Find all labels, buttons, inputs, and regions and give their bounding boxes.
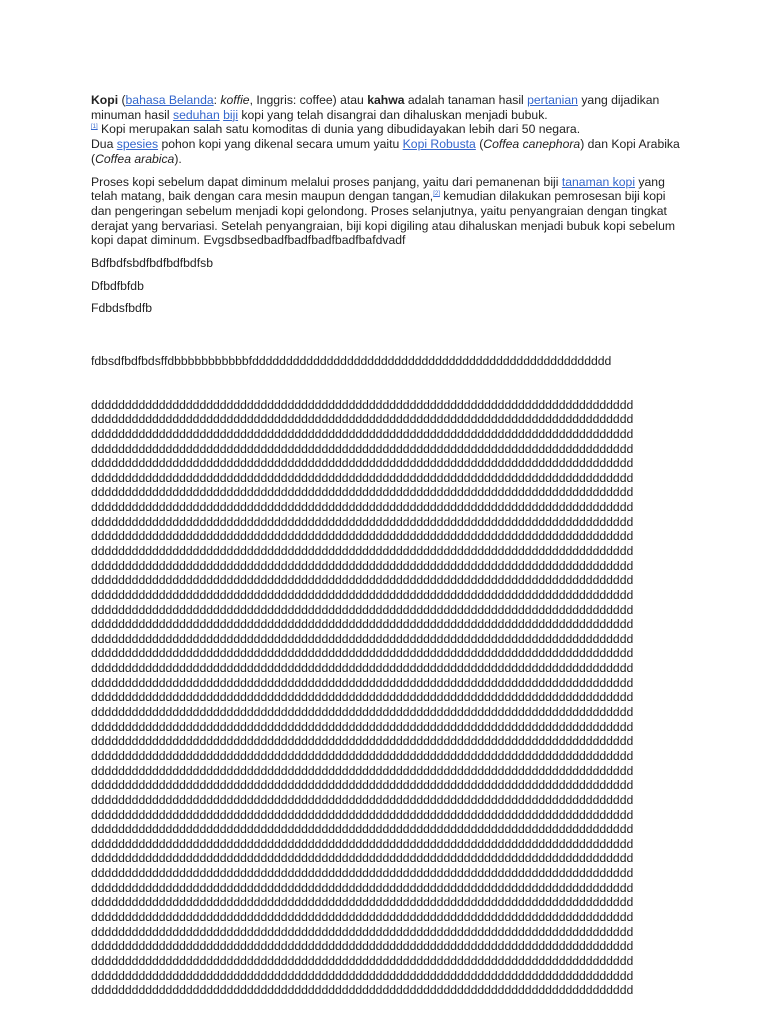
block-row: dddddddddddddddddddddddddddddddddddddddddddddddddddddddddddddddddddddddddddddddd [91, 734, 634, 749]
intro-paragraph: Kopi (bahasa Belanda: koffie, Inggris: coffee) atau kahwa adalah tanaman hasil pertanian yang dijadikan minuman hasil seduhan biji kopi yang telah disangrai dan dihaluskan menjadi bubuk. [1] Kopi merupakan salah satu komoditas di dunia yang dibudidayakan lebih dari 50 negara. [91, 93, 660, 137]
block-row: dddddddddddddddddddddddddddddddddddddddddddddddddddddddddddddddddddddddddddddddd [91, 924, 634, 939]
block-row: dddddddddddddddddddddddddddddddddddddddddddddddddddddddddddddddddddddddddddddddd [91, 514, 634, 529]
block-row: dddddddddddddddddddddddddddddddddddddddddddddddddddddddddddddddddddddddddddddddd [91, 573, 634, 588]
block-row: dddddddddddddddddddddddddddddddddddddddddddddddddddddddddddddddddddddddddddddddd [91, 910, 634, 925]
text-line-1: Bdfbdfsbdfbdfbdfbdfsb [91, 256, 213, 271]
block-row: dddddddddddddddddddddddddddddddddddddddddddddddddddddddddddddddddddddddddddddddd [91, 851, 634, 866]
block-row: dddddddddddddddddddddddddddddddddddddddddddddddddddddddddddddddddddddddddddddddd [91, 587, 634, 602]
block-row: dddddddddddddddddddddddddddddddddddddddddddddddddddddddddddddddddddddddddddddddd [91, 397, 634, 412]
block-row: dddddddddddddddddddddddddddddddddddddddddddddddddddddddddddddddddddddddddddddddd [91, 763, 634, 778]
block-row: dddddddddddddddddddddddddddddddddddddddddddddddddddddddddddddddddddddddddddddddd [91, 675, 634, 690]
block-row: dddddddddddddddddddddddddddddddddddddddddddddddddddddddddddddddddddddddddddddddd [91, 602, 634, 617]
dutch-word: koffie [220, 93, 250, 107]
repeated-text-block [91, 324, 681, 998]
block-row: dddddddddddddddddddddddddddddddddddddddddddddddddddddddddddddddddddddddddddddddd [91, 690, 634, 705]
link-bahasa-belanda[interactable]: bahasa Belanda [125, 93, 214, 107]
block-row: dddddddddddddddddddddddddddddddddddddddddddddddddddddddddddddddddddddddddddddddd [91, 441, 634, 456]
block-row: dddddddddddddddddddddddddddddddddddddddddddddddddddddddddddddddddddddddddddddddd [91, 968, 634, 983]
link-kopi[interactable]: kopi [612, 174, 636, 189]
block-row: dddddddddddddddddddddddddddddddddddddddddddddddddddddddddddddddddddddddddddddddd [91, 412, 634, 427]
block-row: dddddddddddddddddddddddddddddddddddddddddddddddddddddddddddddddddddddddddddddddd [91, 631, 634, 646]
block-row: dddddddddddddddddddddddddddddddddddddddddddddddddddddddddddddddddddddddddddddddd [91, 646, 634, 661]
block-row: dddddddddddddddddddddddddddddddddddddddddddddddddddddddddddddddddddddddddddddddd [91, 822, 634, 837]
block-row: dddddddddddddddddddddddddddddddddddddddddddddddddddddddddddddddddddddddddddddddd [91, 456, 634, 471]
link-biji[interactable]: biji [223, 107, 239, 122]
process-paragraph: Proses kopi sebelum dapat diminum melalui proses panjang, yaitu dari pemanenan biji tanaman kopi yang telah matang, baik dengan cara mesin maupun dengan tangan,[2] kemudian dilakukan pemrosesan biji kopi dan pengeringan sebelum menjadi kopi gelondong. Proses selanjutnya, yaitu penyangraian dengan tingkat derajat yang bervariasi. Setelah penyangraian, biji kopi digiling atau dihaluskan menjadi bubuk kopi sebelum kopi dapat diminum. Evgsdbsedbadfbadfbadfbadfbafdvadf [91, 174, 676, 248]
reference-2-link[interactable]: [2] [433, 191, 440, 198]
sci-name-arabica: Coffea arabica [95, 151, 175, 166]
block-row: dddddddddddddddddddddddddddddddddddddddddddddddddddddddddddddddddddddddddddddddd [91, 470, 634, 485]
link-tanaman[interactable]: tanaman [561, 174, 613, 189]
block-row: dddddddddddddddddddddddddddddddddddddddddddddddddddddddddddddddddddddddddddddddd [91, 661, 634, 676]
block-row: dddddddddddddddddddddddddddddddddddddddddddddddddddddddddddddddddddddddddddddddd [91, 895, 634, 910]
reference-2 [433, 191, 440, 197]
block-row: dddddddddddddddddddddddddddddddddddddddddddddddddddddddddddddddddddddddddddddddd [91, 705, 634, 720]
sci-name-robusta: Coffea canephora [483, 137, 581, 152]
block-row: dddddddddddddddddddddddddddddddddddddddddddddddddddddddddddddddddddddddddddddddd [91, 500, 634, 515]
link-pertanian[interactable]: pertanian [527, 93, 578, 107]
block-row: dddddddddddddddddddddddddddddddddddddddddddddddddddddddddddddddddddddddddddddddd [91, 836, 634, 851]
link-seduhan[interactable]: seduhan [172, 107, 220, 122]
block-row: dddddddddddddddddddddddddddddddddddddddddddddddddddddddddddddddddddddddddddddddd [91, 617, 634, 632]
block-row: dddddddddddddddddddddddddddddddddddddddddddddddddddddddddddddddddddddddddddddddd [91, 778, 634, 793]
block-rows [91, 397, 681, 998]
link-spesies[interactable]: spesies [116, 137, 159, 152]
block-row: dddddddddddddddddddddddddddddddddddddddddddddddddddddddddddddddddddddddddddddddd [91, 792, 634, 807]
text-line-3: Fdbdsfbdfb [91, 301, 152, 316]
block-row: dddddddddddddddddddddddddddddddddddddddddddddddddddddddddddddddddddddddddddddddd [91, 748, 634, 763]
reference-1-link[interactable]: [1] [91, 124, 98, 131]
block-row: dddddddddddddddddddddddddddddddddddddddddddddddddddddddddddddddddddddddddddddddd [91, 485, 634, 500]
block-row: dddddddddddddddddddddddddddddddddddddddddddddddddddddddddddddddddddddddddddddddd [91, 939, 634, 954]
term-kopi: Kopi [91, 93, 119, 107]
term-kahwa: kahwa [367, 93, 405, 107]
species-paragraph: Dua spesies pohon kopi yang dikenal secara umum yaitu Kopi Robusta (Coffea canephora) dan Kopi Arabika (Coffea arabica). [91, 137, 680, 166]
block-row: dddddddddddddddddddddddddddddddddddddddddddddddddddddddddddddddddddddddddddddddd [91, 880, 634, 895]
block-row: dddddddddddddddddddddddddddddddddddddddddddddddddddddddddddddddddddddddddddddddd [91, 866, 634, 881]
block-first-row: fdbsdfbdfbdsffdbbbbbbbbbbbfddddddddddddddddddddddddddddddddddddddddddddddddddddd [91, 353, 612, 368]
text-line-2: Dfbdfbfdb [91, 278, 144, 293]
block-row: dddddddddddddddddddddddddddddddddddddddddddddddddddddddddddddddddddddddddddddddd [91, 558, 634, 573]
reference-1 [91, 124, 98, 130]
block-row: dddddddddddddddddddddddddddddddddddddddddddddddddddddddddddddddddddddddddddddddd [91, 983, 634, 998]
block-row: dddddddddddddddddddddddddddddddddddddddddddddddddddddddddddddddddddddddddddddddd [91, 719, 634, 734]
block-row: dddddddddddddddddddddddddddddddddddddddddddddddddddddddddddddddddddddddddddddddd [91, 807, 634, 822]
block-row: dddddddddddddddddddddddddddddddddddddddddddddddddddddddddddddddddddddddddddddddd [91, 544, 634, 558]
link-kopi-robusta[interactable]: Kopi Robusta [402, 137, 476, 152]
block-row: dddddddddddddddddddddddddddddddddddddddddddddddddddddddddddddddddddddddddddddddd [91, 529, 634, 544]
block-row: dddddddddddddddddddddddddddddddddddddddddddddddddddddddddddddddddddddddddddddddd [91, 953, 634, 968]
document-page [91, 93, 681, 998]
block-row: dddddddddddddddddddddddddddddddddddddddddddddddddddddddddddddddddddddddddddddddd [91, 426, 634, 441]
